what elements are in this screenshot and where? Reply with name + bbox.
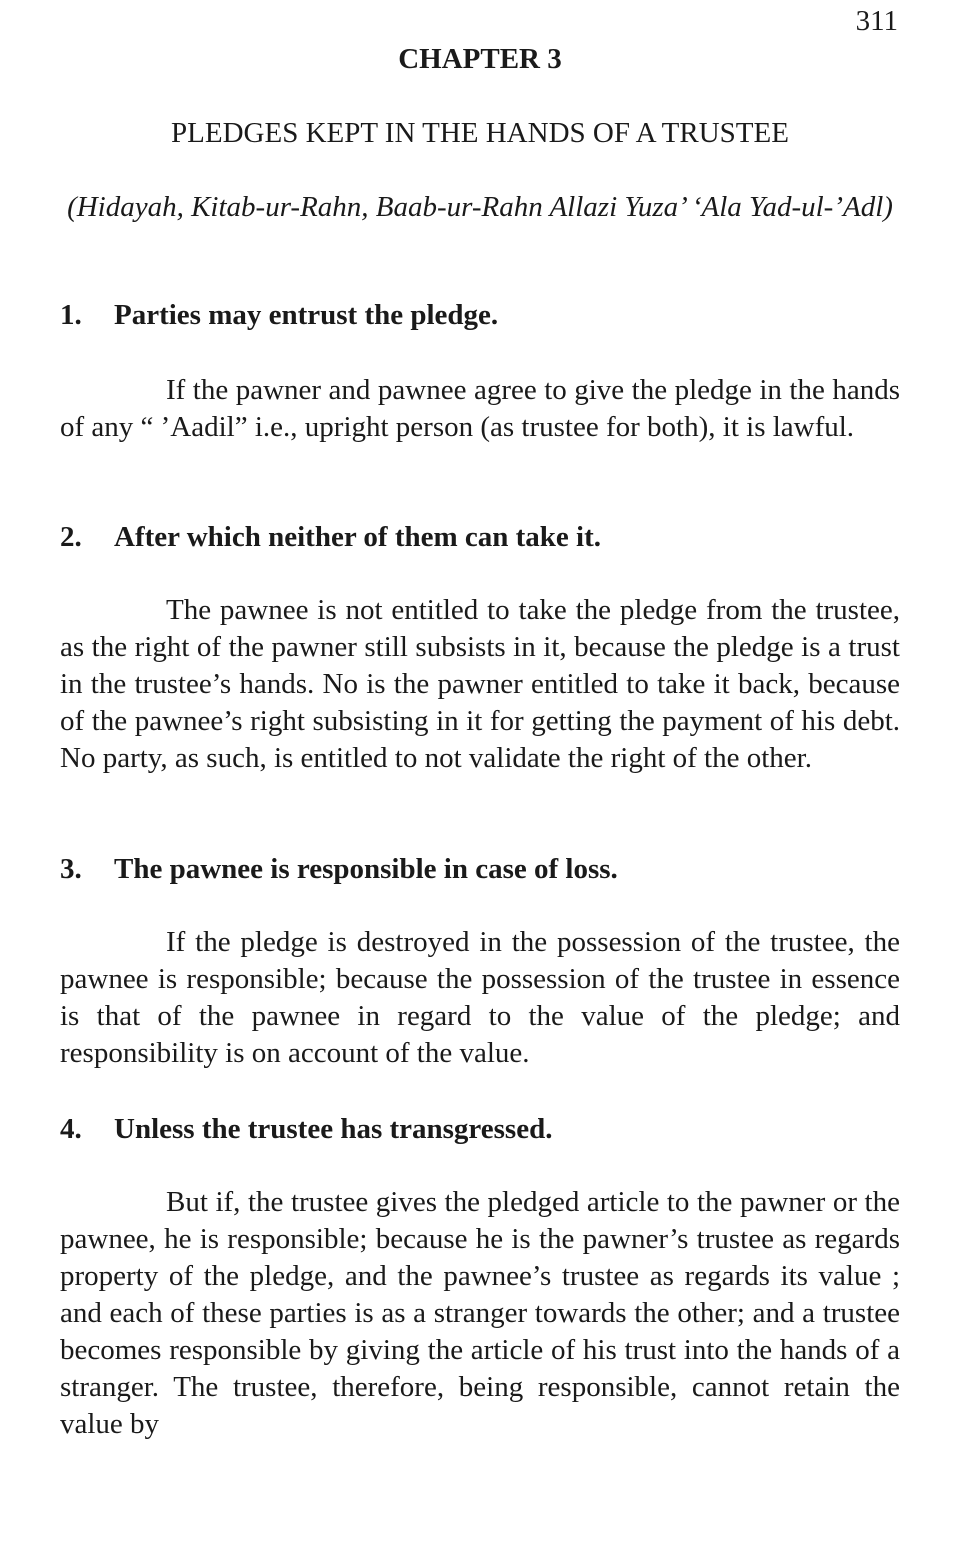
page-number: 311 bbox=[855, 5, 898, 37]
section-heading-text: After which neither of them can take it. bbox=[114, 521, 602, 553]
section-2-heading bbox=[60, 518, 900, 556]
section-number: 4. bbox=[60, 1113, 82, 1145]
section-3-heading bbox=[60, 850, 900, 888]
section-number: 3. bbox=[60, 853, 82, 885]
chapter-title: PLEDGES KEPT IN THE HANDS OF A TRUSTEE bbox=[171, 117, 789, 149]
source-citation: (Hidayah, Kitab-ur-Rahn, Baab-ur-Rahn Allazi Yuza’ ‘Ala Yad-ul-’Adl) bbox=[67, 191, 893, 223]
section-number: 2. bbox=[60, 521, 82, 553]
section-number: 1. bbox=[60, 299, 82, 331]
section-3-body: If the pledge is destroyed in the possession of the trustee, the pawnee is responsible; because the possession of the trustee in essence is that of the pawnee in regard to the value of the pledge; and responsibility is on account of the value. bbox=[60, 926, 900, 1069]
section-2-body: The pawnee is not entitled to take the pledge from the trustee, as the right of the pawner still subsists in it, because the pledge is a trust in the trustee’s hands. No is the pawner entitled to take it back, because of the pawnee’s right subsisting in it for getting the payment of his debt. No party, as such, is entitled to not validate the right of the other. bbox=[60, 594, 900, 774]
section-1-body: If the pawner and pawnee agree to give the pledge in the hands of any “ ’Aadil” i.e., upright person (as trustee for both), it is lawful. bbox=[60, 374, 900, 443]
section-4-body: But if, the trustee gives the pledged article to the pawner or the pawnee, he is responsible; because he is the pawner’s trustee as regards property of the pledge, and the pawnee’s trustee as regards its value ; and each of these parties is as a stranger towards the other; and a trustee becomes responsible by giving the article of his trust into the hands of a stranger. The trustee, therefore, being responsible, cannot retain the value by bbox=[60, 1186, 900, 1440]
chapter-heading: CHAPTER 3 bbox=[398, 43, 562, 75]
section-heading-text: Unless the trustee has transgressed. bbox=[114, 1113, 553, 1145]
section-heading-text: Parties may entrust the pledge. bbox=[114, 299, 499, 331]
section-1-heading bbox=[60, 296, 900, 334]
section-4-heading bbox=[60, 1110, 900, 1148]
section-heading-text: The pawnee is responsible in case of loss. bbox=[114, 853, 618, 885]
